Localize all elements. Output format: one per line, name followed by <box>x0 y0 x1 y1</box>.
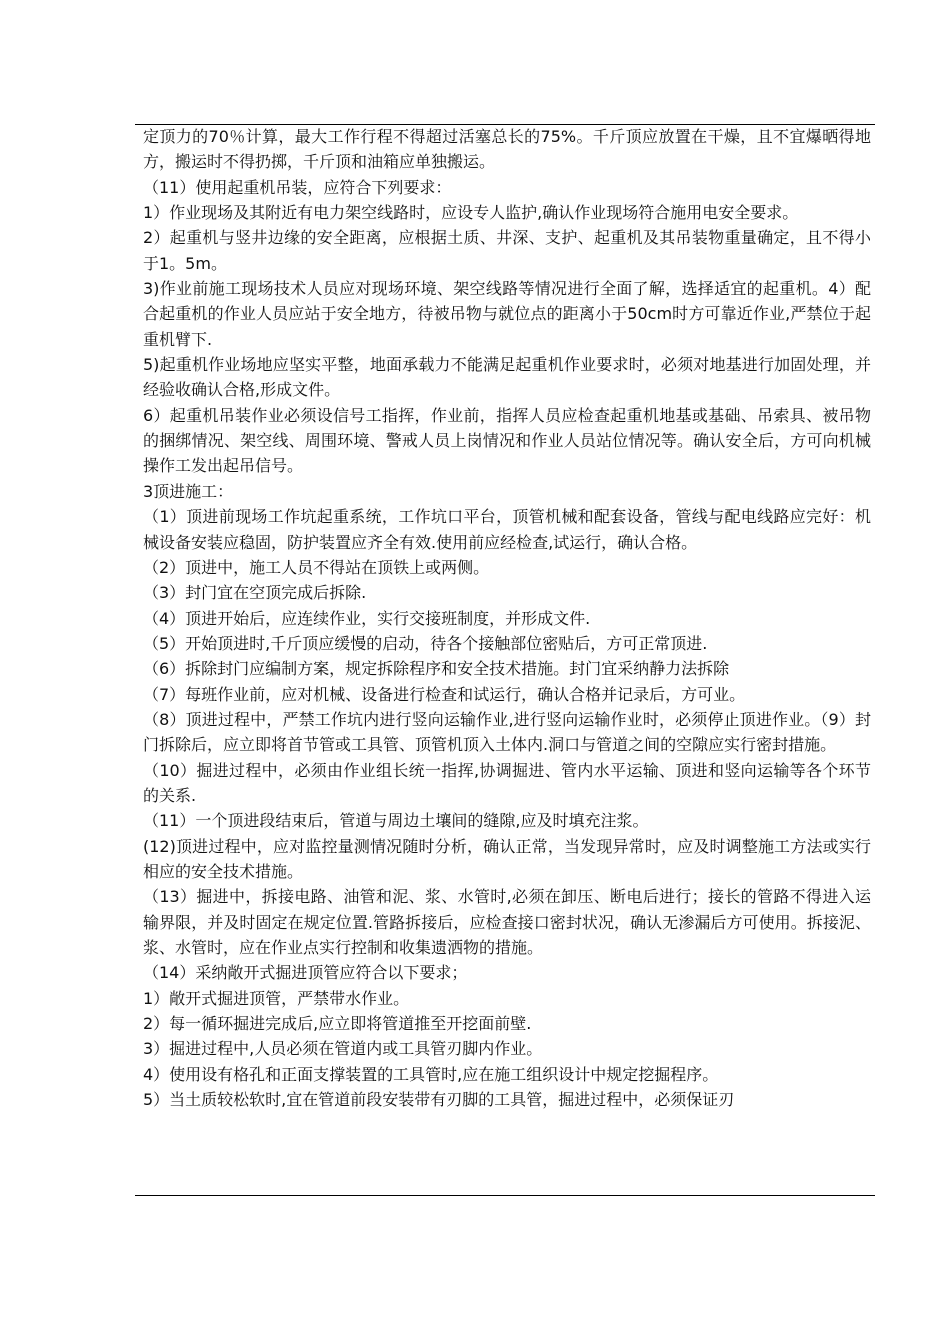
paragraph: 5)起重机作业场地应坚实平整，地面承载力不能满足起重机作业要求时，必须对地基进行加固处理，并经验收确认合格,形成文件。 <box>143 355 871 400</box>
paragraph: （11）使用起重机吊装，应符合下列要求： <box>143 177 452 197</box>
paragraph: 6）起重机吊装作业必须设信号工指挥，作业前，指挥人员应检查起重机地基或基础、吊索具、被吊物的捆绑情况、架空线、周围环境、警戒人员上岗情况和作业人员站位情况等。确认安全后，方可向机械操作工发出起吊信号。 <box>143 405 871 476</box>
paragraph: （1）顶进前现场工作坑起重系统，工作坑口平台，顶管机械和配套设备，管线与配电线路应完好：机械设备安装应稳固，防护装置应齐全有效.使用前应经检查,试运行，确认合格。 <box>143 507 871 552</box>
paragraph: 2）起重机与竖井边缘的安全距离，应根据土质、井深、支护、起重机及其吊装物重量确定，且不得小于1。5m。 <box>143 228 871 273</box>
paragraph: 4）使用设有格孔和正面支撑装置的工具管时,应在施工组织设计中规定挖掘程序。 <box>143 1064 719 1084</box>
paragraph: （10）掘进过程中，必须由作业组长统一指挥,协调掘进、管内水平运输、顶进和竖向运输等各个环节的关系. <box>143 760 871 805</box>
paragraph: 5）当土质较松软时,宜在管道前段安装带有刃脚的工具管，掘进过程中，必须保证刃 <box>143 1090 735 1110</box>
paragraph: 1）作业现场及其附近有电力架空线路时，应设专人监护,确认作业现场符合施用电安全要求。 <box>143 203 799 223</box>
paragraph: 1）敞开式掘进顶管，严禁带水作业。 <box>143 988 410 1008</box>
paragraph: （3）封门宜在空顶完成后拆除. <box>143 583 367 603</box>
paragraph: （2）顶进中，施工人员不得站在顶铁上或两侧。 <box>143 557 490 577</box>
paragraph: 2）每一循环掘进完成后,应立即将管道推至开挖面前壁. <box>143 1014 532 1034</box>
paragraph: （4）顶进开始后，应连续作业，实行交接班制度，并形成文件. <box>143 608 591 628</box>
paragraph: (12)顶进过程中，应对监控量测情况随时分析，确认正常，当发现异常时，应及时调整施工方法或实行相应的安全技术措施。 <box>143 836 871 881</box>
paragraph: （6）拆除封门应编制方案，规定拆除程序和安全技术措施。封门宜采纳静力法拆除 <box>143 659 730 679</box>
section-heading: 3顶进施工： <box>143 481 234 501</box>
document-body <box>143 124 871 1112</box>
paragraph: （14）采纳敞开式掘进顶管应符合以下要求； <box>143 963 468 983</box>
paragraph: （5）开始顶进时,千斤顶应缓慢的启动，待各个接触部位密贴后，方可正常顶进. <box>143 633 708 653</box>
paragraph: 定顶力的70％计算，最大工作行程不得超过活塞总长的75%。千斤顶应放置在干燥，且不宜爆晒得地方，搬运时不得扔掷，千斤顶和油箱应单独搬运。 <box>143 127 871 172</box>
bottom-border-line <box>135 1195 875 1196</box>
paragraph: （11）一个顶进段结束后，管道与周边土壤间的缝隙,应及时填充注浆。 <box>143 811 649 831</box>
paragraph: （8）顶进过程中，严禁工作坑内进行竖向运输作业,进行竖向运输作业时，必须停止顶进作业。（9）封门拆除后，应立即将首节管或工具管、顶管机顶入土体内.洞口与管道之间的空隙应实行密封措施。 <box>143 709 871 755</box>
paragraph: （13）掘进中，拆接电路、油管和泥、浆、水管时,必须在卸压、断电后进行；接长的管路不得进入运输界限，并及时固定在规定位置.管路拆接后，应检查接口密封状况，确认无渗漏后方可使用。拆接泥、浆、水管时，应在作业点实行控制和收集遗洒物的措施。 <box>143 887 871 957</box>
paragraph: 3)作业前施工现场技术人员应对现场环境、架空线路等情况进行全面了解，选择适宜的起重机。4）配合起重机的作业人员应站于安全地方，待被吊物与就位点的距离小于50cm时方可靠近作业,严禁位于起重机臂下. <box>143 279 871 349</box>
paragraph: （7）每班作业前，应对机械、设备进行检查和试运行，确认合格并记录后，方可业。 <box>143 684 746 704</box>
paragraph: 3）掘进过程中,人员必须在管道内或工具管刃脚内作业。 <box>143 1039 543 1059</box>
